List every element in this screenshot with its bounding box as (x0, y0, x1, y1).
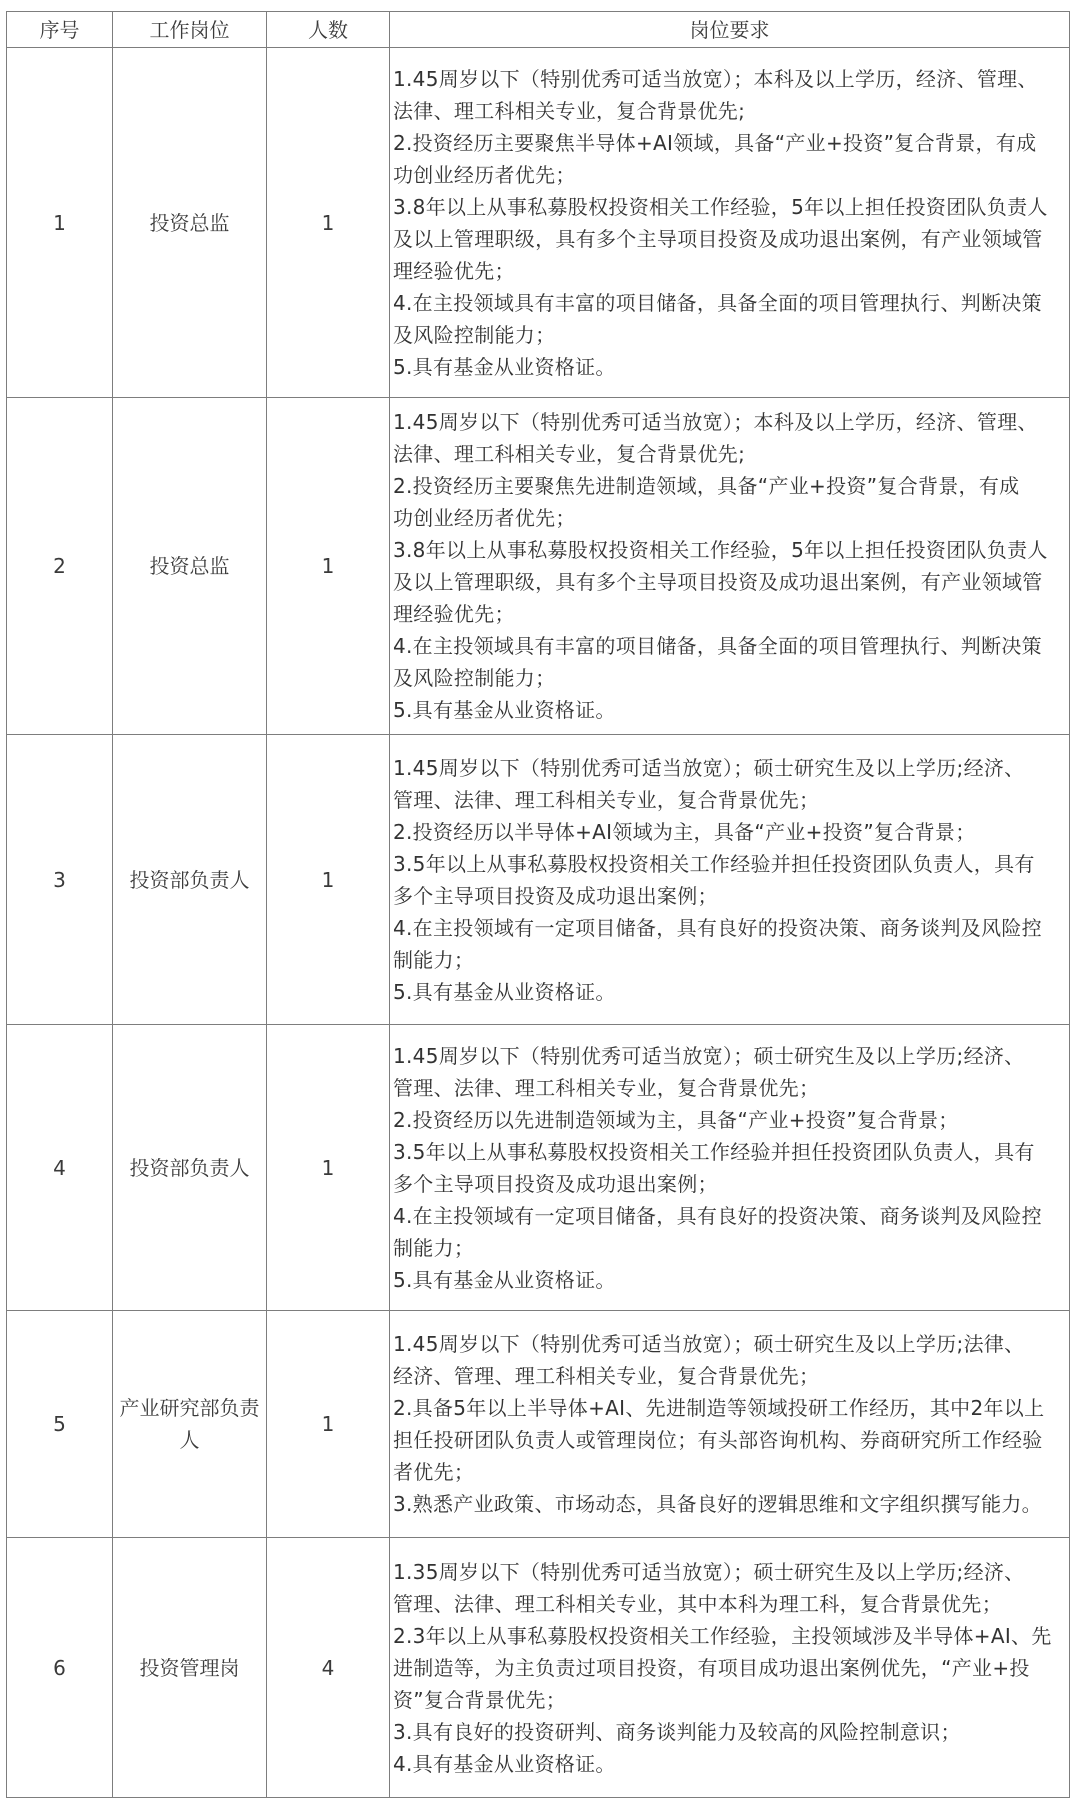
requirement-item (393, 1104, 1067, 1136)
requirement-line: 4.具有基金从业资格证。 (393, 1751, 616, 1776)
requirement-line: 4.在主投领域有一定项目储备，具有良好的投资决策、商务谈判及风险控 (393, 915, 1042, 940)
requirement-line: 经济、管理、理工科相关专业，复合背景优先； (393, 1364, 820, 1388)
requirement-line: 1.45周岁以下（特别优秀可适当放宽）；硕士研究生及以上学历;经济、 (393, 755, 1025, 780)
row-position: 产业研究部负责人 (113, 1311, 267, 1538)
row-position: 投资总监 (113, 398, 267, 735)
requirement-item (393, 1716, 1067, 1748)
requirement-item (393, 1392, 1067, 1488)
requirement-line: 1.45周岁以下（特别优秀可适当放宽）；本科及以上学历，经济、管理、 (393, 410, 1038, 434)
requirement-line: 2.投资经历以半导体+AI领域为主，具备“产业+投资”复合背景； (393, 819, 976, 844)
row-position: 投资管理岗 (113, 1538, 267, 1798)
requirement-line: 5.具有基金从业资格证。 (393, 1267, 616, 1292)
requirement-line: 及以上管理职级，具有多个主导项目投资及成功退出案例，有产业领域管 (393, 570, 1043, 594)
table-row (7, 735, 1070, 1025)
row-count: 1 (267, 735, 390, 1025)
requirement-item (393, 351, 1067, 383)
requirement-line: 多个主导项目投资及成功退出案例； (393, 883, 718, 908)
requirement-item (393, 1488, 1067, 1520)
requirement-item (393, 1136, 1067, 1200)
row-position: 投资部负责人 (113, 735, 267, 1025)
requirement-line: 理经验优先； (393, 258, 515, 283)
requirement-line: 功创业经历者优先； (393, 506, 576, 530)
requirement-item (393, 630, 1067, 694)
requirement-line: 2.投资经历主要聚焦半导体+AI领域，具备“产业+投资”复合背景，有成 (393, 130, 1037, 155)
requirement-line: 3.5年以上从事私募股权投资相关工作经验并担任投资团队负责人，具有 (393, 851, 1035, 876)
table-row (7, 1538, 1070, 1798)
requirement-line: 进制造等，为主负责过项目投资，有项目成功退出案例优先，“产业+投 (393, 1655, 1030, 1680)
requirement-item (393, 752, 1067, 816)
row-requirements (390, 1311, 1070, 1538)
requirement-line: 3.8年以上从事私募股权投资相关工作经验，5年以上担任投资团队负责人 (393, 194, 1048, 219)
requirement-line: 3.5年以上从事私募股权投资相关工作经验并担任投资团队负责人，具有 (393, 1139, 1035, 1164)
requirement-item (393, 191, 1067, 287)
header-position: 工作岗位 (113, 12, 267, 48)
row-requirements (390, 1538, 1070, 1798)
requirement-item (393, 848, 1067, 912)
header-index: 序号 (7, 12, 113, 48)
requirement-line: 1.45周岁以下（特别优秀可适当放宽）；硕士研究生及以上学历;经济、 (393, 1043, 1025, 1068)
requirement-line: 及风险控制能力； (393, 322, 556, 347)
row-requirements (390, 735, 1070, 1025)
requirement-line: 管理、法律、理工科相关专业，其中本科为理工科，复合背景优先； (393, 1591, 1002, 1616)
requirement-line: 法律、理工科相关专业，复合背景优先; (393, 442, 746, 466)
row-index: 5 (7, 1311, 113, 1538)
requirement-line: 2.投资经历主要聚焦先进制造领域，具备“产业+投资”复合背景，有成 (393, 474, 1020, 498)
header-count: 人数 (267, 12, 390, 48)
requirement-line: 3.具有良好的投资研判、商务谈判能力及较高的风险控制意识； (393, 1719, 961, 1744)
requirement-item (393, 63, 1067, 127)
requirement-line: 法律、理工科相关专业，复合背景优先; (393, 98, 746, 123)
requirement-line: 制能力； (393, 1235, 475, 1260)
job-requirements-table (6, 11, 1070, 1798)
requirement-line: 3.8年以上从事私募股权投资相关工作经验，5年以上担任投资团队负责人 (393, 538, 1048, 562)
requirement-item (393, 912, 1067, 976)
requirement-line: 4.在主投领域具有丰富的项目储备，具备全面的项目管理执行、判断决策 (393, 290, 1042, 315)
requirement-line: 5.具有基金从业资格证。 (393, 354, 616, 379)
requirement-item (393, 816, 1067, 848)
requirement-line: 多个主导项目投资及成功退出案例； (393, 1171, 718, 1196)
requirement-item (393, 1040, 1067, 1104)
row-count: 1 (267, 1025, 390, 1311)
requirement-item (393, 694, 1067, 726)
requirement-item (393, 1620, 1067, 1716)
requirement-line: 资”复合背景优先； (393, 1687, 567, 1712)
requirement-item (393, 406, 1067, 470)
table-row (7, 48, 1070, 398)
requirement-line: 5.具有基金从业资格证。 (393, 698, 616, 722)
row-index: 4 (7, 1025, 113, 1311)
requirement-line: 担任投研团队负责人或管理岗位；有头部咨询机构、券商研究所工作经验 (393, 1428, 1043, 1452)
requirement-item (393, 1556, 1067, 1620)
row-count: 4 (267, 1538, 390, 1798)
row-index: 2 (7, 398, 113, 735)
requirement-item (393, 127, 1067, 191)
row-requirements (390, 48, 1070, 398)
requirement-line: 3.熟悉产业政策、市场动态，具备良好的逻辑思维和文字组织撰写能力。 (393, 1492, 1042, 1516)
row-index: 6 (7, 1538, 113, 1798)
row-index: 3 (7, 735, 113, 1025)
row-requirements (390, 398, 1070, 735)
requirement-line: 管理、法律、理工科相关专业，复合背景优先； (393, 787, 820, 812)
requirement-line: 制能力； (393, 947, 475, 972)
requirement-line: 1.35周岁以下（特别优秀可适当放宽）；硕士研究生及以上学历;经济、 (393, 1559, 1025, 1584)
requirement-item (393, 976, 1067, 1008)
row-position: 投资总监 (113, 48, 267, 398)
requirement-item (393, 1748, 1067, 1780)
requirement-line: 4.在主投领域有一定项目储备，具有良好的投资决策、商务谈判及风险控 (393, 1203, 1042, 1228)
requirement-line: 1.45周岁以下（特别优秀可适当放宽）；本科及以上学历，经济、管理、 (393, 66, 1038, 91)
row-count: 1 (267, 48, 390, 398)
table-row (7, 398, 1070, 735)
requirement-item (393, 1264, 1067, 1296)
requirement-line: 1.45周岁以下（特别优秀可适当放宽）；硕士研究生及以上学历;法律、 (393, 1332, 1025, 1356)
table-row (7, 1025, 1070, 1311)
requirement-line: 5.具有基金从业资格证。 (393, 979, 616, 1004)
requirement-item (393, 534, 1067, 630)
table-row (7, 1311, 1070, 1538)
row-count: 1 (267, 398, 390, 735)
requirement-line: 2.具备5年以上半导体+AI、先进制造等领域投研工作经历，其中2年以上 (393, 1396, 1045, 1420)
requirement-line: 4.在主投领域具有丰富的项目储备，具备全面的项目管理执行、判断决策 (393, 634, 1042, 658)
requirement-line: 及风险控制能力； (393, 666, 556, 690)
requirement-line: 管理、法律、理工科相关专业，复合背景优先； (393, 1075, 820, 1100)
header-requirements: 岗位要求 (390, 12, 1070, 48)
table-header-row (7, 12, 1070, 48)
requirement-line: 2.3年以上从事私募股权投资相关工作经验，主投领域涉及半导体+AI、先 (393, 1623, 1052, 1648)
requirement-line: 者优先； (393, 1460, 475, 1484)
requirement-line: 及以上管理职级，具有多个主导项目投资及成功退出案例，有产业领域管 (393, 226, 1043, 251)
requirement-line: 理经验优先； (393, 602, 515, 626)
requirement-item (393, 1328, 1067, 1392)
requirement-item (393, 287, 1067, 351)
row-count: 1 (267, 1311, 390, 1538)
requirement-item (393, 470, 1067, 534)
requirement-item (393, 1200, 1067, 1264)
requirement-line: 2.投资经历以先进制造领域为主，具备“产业+投资”复合背景； (393, 1107, 959, 1132)
requirement-line: 功创业经历者优先； (393, 162, 576, 187)
row-position: 投资部负责人 (113, 1025, 267, 1311)
row-requirements (390, 1025, 1070, 1311)
row-index: 1 (7, 48, 113, 398)
